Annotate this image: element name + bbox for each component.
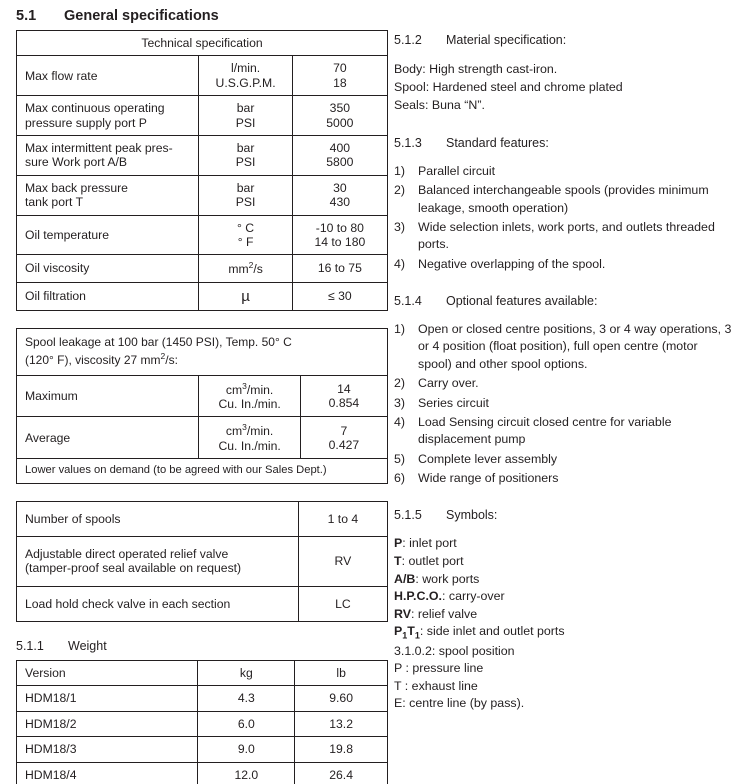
list-item (394, 451, 734, 468)
row-unit: $cm^3/\min$. Cu. In./min. (199, 417, 300, 459)
technical-specification-table (16, 30, 388, 311)
weight-number: 5.1.1 (16, 639, 44, 654)
row-value: 70 18 (292, 56, 387, 96)
symbols-number: 5.1.5 (394, 508, 422, 523)
list-marker: 6) (394, 470, 406, 485)
list-item (394, 470, 734, 487)
list-item (394, 256, 734, 273)
row-unit: µ (199, 282, 292, 311)
row-label: Oil viscosity (17, 255, 199, 282)
leakage-note-row (17, 459, 388, 483)
cell-lb: 13.2 (295, 711, 388, 736)
list-text: Wide range of positioners (418, 470, 559, 485)
row-value: ≤ 30 (292, 282, 387, 311)
table-row (17, 255, 388, 282)
material-number: 5.1.2 (394, 33, 422, 47)
row-unit: ° C ° F (199, 215, 292, 255)
material-line-spool: Spool: Hardened steel and chrome plated (394, 79, 623, 94)
standard-features-title: Standard features: (446, 135, 549, 150)
symbol-entry-ab: A/B: work ports (394, 571, 480, 586)
list-marker: 4) (394, 256, 406, 271)
material-line-seals: Seals: Buna “N”. (394, 97, 485, 112)
symbols-list (394, 535, 734, 713)
table-title-row (17, 31, 388, 56)
table-row (17, 417, 388, 459)
list-marker: 2) (394, 183, 406, 198)
cell-version: HDM18/2 (17, 711, 198, 736)
material-line-body: Body: High strength cast-iron. (394, 62, 558, 76)
column-header-version: Version (17, 661, 198, 686)
list-text: Complete lever assembly (418, 451, 558, 466)
row-label: Average (17, 417, 199, 459)
table-row (17, 737, 388, 762)
list-marker: 2) (394, 376, 406, 391)
list-text: Wide selection inlets, work ports, and outlets threaded ports. (418, 220, 715, 252)
row-label: Adjustable direct operated relief valve (tamper-proof seal available on request) (17, 536, 299, 586)
list-item (394, 219, 734, 254)
list-text: Balanced interchangeable spools (provides minimum leakage, smooth operation) (418, 183, 709, 215)
cell-lb: 26.4 (295, 762, 388, 784)
column-header-lb: lb (295, 661, 388, 686)
row-unit: $cm^3/\min$. Cu. In./min. (199, 375, 300, 417)
row-value: 400 5800 (292, 135, 387, 175)
list-text: Parallel circuit (418, 163, 496, 178)
section-number: 5.1 (16, 8, 37, 24)
row-unit: bar PSI (199, 96, 292, 136)
features-table (16, 501, 388, 623)
weight-title: Weight (68, 639, 107, 654)
left-column (16, 0, 388, 784)
list-text: Open or closed centre positions, 3 or 4 way operations, 3 or 4 position (float position), full open centre (motor spool) and other spool options. (418, 322, 732, 371)
list-marker: 1) (394, 163, 406, 178)
list-text: Series circuit (418, 395, 489, 410)
list-item (394, 414, 734, 449)
symbol-entry-exhaust-line: T : exhaust line (394, 678, 478, 693)
cell-version: HDM18/1 (17, 686, 198, 711)
list-marker: 3) (394, 220, 406, 235)
row-label: Max flow rate (17, 56, 199, 96)
right-column (394, 0, 734, 713)
list-text: Load Sensing circuit closed centre for variable displacement pump (418, 414, 672, 447)
standard-features-list (394, 163, 734, 273)
column-header-kg: kg (198, 661, 295, 686)
row-value: RV (298, 536, 387, 586)
table-row (17, 175, 388, 215)
row-label: Max intermittent peak pres- sure Work port A/B (17, 135, 199, 175)
list-marker: 3) (394, 395, 406, 410)
table-row (17, 536, 388, 586)
row-value: 1 to 4 (298, 501, 387, 536)
spool-leakage-table (16, 328, 388, 483)
leakage-header: Spool leakage at 100 bar (1450 PSI), Temp. 50° C (120° F), viscosity 27 $mm^2/s$: (17, 329, 388, 375)
symbol-entry-rv: RV: relief valve (394, 606, 478, 621)
table-row (17, 501, 388, 536)
list-item (394, 321, 734, 373)
symbols-title: Symbols: (446, 508, 498, 523)
table-row (17, 586, 388, 621)
symbol-entry-hpco: H.P.C.O.: carry-over (394, 589, 505, 604)
symbol-entry-p1t1: $P_1T_1$: side inlet and outlet ports (394, 624, 565, 641)
technical-specification-title: Technical specification (17, 31, 388, 56)
row-value: 30 430 (292, 175, 387, 215)
row-value: 14 0.854 (300, 375, 387, 417)
row-unit: $mm^2/s$ (199, 255, 292, 282)
table-row (17, 215, 388, 255)
cell-lb: 19.8 (295, 737, 388, 762)
symbol-entry-spool-position: 3.1.0.2: spool position (394, 643, 515, 658)
list-text: Carry over. (418, 376, 479, 391)
cell-kg: 4.3 (198, 686, 295, 711)
table-row (17, 282, 388, 311)
row-value: LC (298, 586, 387, 621)
list-marker: 5) (394, 451, 406, 466)
material-heading (394, 33, 734, 47)
table-row (17, 711, 388, 736)
cell-kg: 9.0 (198, 737, 295, 762)
table-row (17, 686, 388, 711)
cell-lb: 9.60 (295, 686, 388, 711)
section-title: General specifications (64, 8, 219, 24)
symbol-entry-p: P: inlet port (394, 536, 457, 551)
standard-features-number: 5.1.3 (394, 135, 422, 150)
row-label: Max back pressure tank port T (17, 175, 199, 215)
table-row (17, 375, 388, 417)
list-marker: 4) (394, 414, 406, 429)
cell-kg: 12.0 (198, 762, 295, 784)
row-value: -10 to 80 14 to 180 (292, 215, 387, 255)
weight-table (16, 660, 388, 784)
symbols-heading (394, 508, 734, 522)
table-row (17, 762, 388, 784)
table-header-row (17, 661, 388, 686)
row-label: Number of spools (17, 501, 299, 536)
row-label: Oil filtration (17, 282, 199, 311)
row-value: 350 5000 (292, 96, 387, 136)
cell-kg: 6.0 (198, 711, 295, 736)
table-row (17, 96, 388, 136)
cell-version: HDM18/3 (17, 737, 198, 762)
optional-features-title: Optional features available: (446, 294, 598, 309)
list-item (394, 375, 734, 392)
optional-features-list (394, 321, 734, 487)
row-value: 7 0.427 (300, 417, 387, 459)
weight-heading (16, 639, 388, 653)
list-item (394, 395, 734, 412)
symbol-entry-centre-line: E: centre line (by pass). (394, 696, 525, 711)
row-label: Oil temperature (17, 215, 199, 255)
table-row (17, 135, 388, 175)
optional-features-heading (394, 294, 734, 308)
row-unit: bar PSI (199, 175, 292, 215)
leakage-header-row (17, 329, 388, 375)
list-text: Negative overlapping of the spool. (418, 256, 606, 271)
row-unit: bar PSI (199, 135, 292, 175)
list-item (394, 182, 734, 217)
row-unit: l/min. U.S.G.P.M. (199, 56, 292, 96)
row-label: Maximum (17, 375, 199, 417)
symbol-entry-t: T: outlet port (394, 553, 464, 568)
standard-features-heading (394, 136, 734, 150)
list-marker: 1) (394, 322, 406, 337)
cell-version: HDM18/4 (17, 762, 198, 784)
section-heading (16, 8, 388, 24)
symbol-entry-pressure-line: P : pressure line (394, 661, 484, 676)
row-value: 16 to 75 (292, 255, 387, 282)
row-label: Load hold check valve in each section (17, 586, 299, 621)
leakage-note: Lower values on demand (to be agreed with our Sales Dept.) (17, 459, 388, 483)
list-item (394, 163, 734, 180)
material-lines (394, 61, 734, 115)
row-label: Max continuous operating pressure supply port P (17, 96, 199, 136)
table-row (17, 56, 388, 96)
material-title: Material specification: (446, 33, 567, 47)
optional-features-number: 5.1.4 (394, 294, 422, 309)
